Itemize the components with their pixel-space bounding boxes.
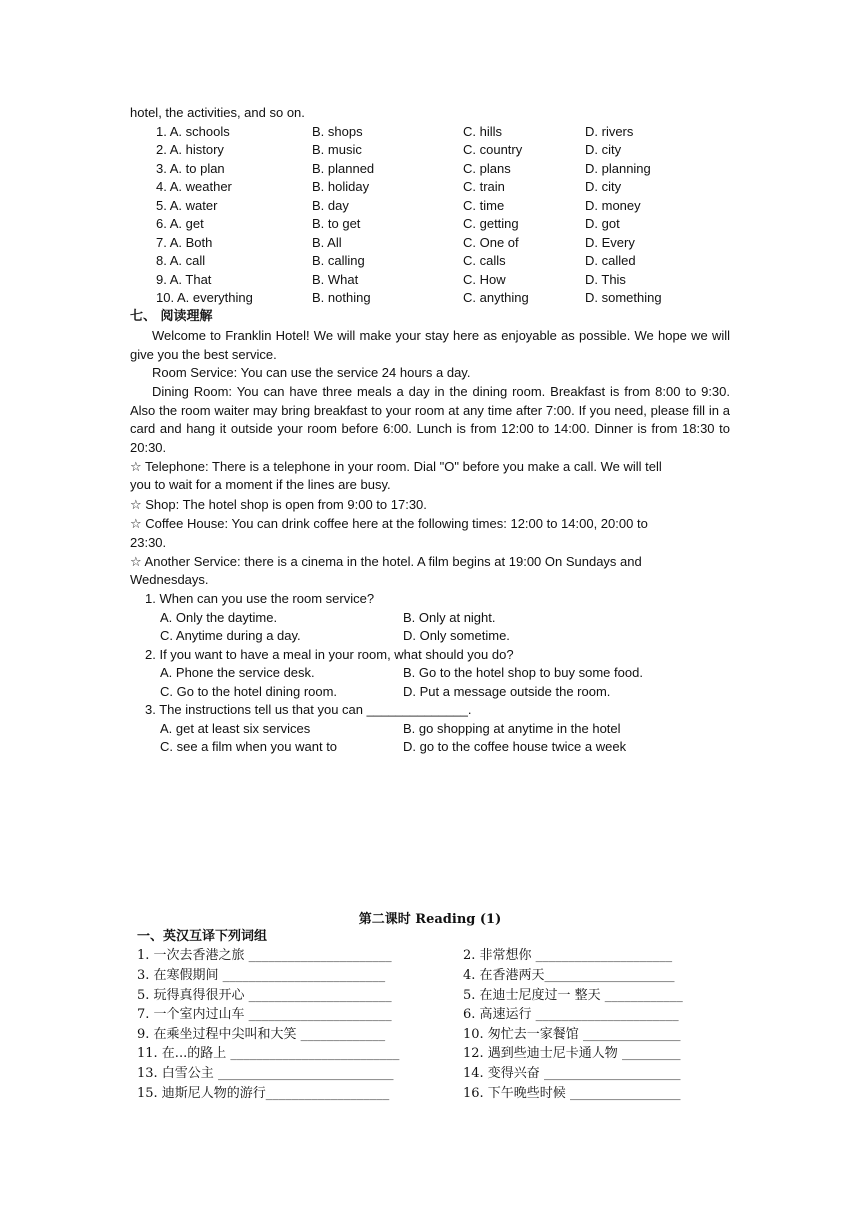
bullet-shop: ☆ Shop: The hotel shop is open from 9:00 to 17:30.	[130, 497, 427, 512]
option-b: B. nothing	[312, 290, 371, 305]
option-b: B. holiday	[312, 179, 370, 194]
option-a: 6. A. get	[156, 216, 204, 231]
question-3-option-b: B. go shopping at anytime in the hotel	[403, 721, 621, 736]
bullet-coffee-house-cont: 23:30.	[130, 535, 167, 550]
option-d: D. called	[585, 253, 636, 268]
vocab-item: 1. 一次去香港之旅 ______________________	[137, 948, 392, 963]
question-2-option-c: C. Go to the hotel dining room.	[160, 684, 338, 699]
option-c: C. plans	[463, 161, 511, 176]
vocab-item: 13. 白雪公主 ___________________________	[137, 1066, 394, 1081]
paragraph-welcome: Welcome to Franklin Hotel! We will make your stay here as enjoyable as possible. We hope we will give you the best service.	[130, 328, 730, 362]
vocab-item: 5. 玩得真得很开心 ______________________	[137, 988, 392, 1003]
vocab-item: 7. 一个室内过山车 ______________________	[137, 1007, 392, 1022]
option-c: C. How	[463, 272, 506, 287]
option-d: D. city	[585, 179, 622, 194]
option-b: B. All	[312, 235, 342, 250]
option-c: C. getting	[463, 216, 519, 231]
option-d: D. money	[585, 198, 641, 213]
bullet-telephone-cont: you to wait for a moment if the lines are busy.	[130, 477, 391, 492]
option-d: D. This	[585, 272, 626, 287]
option-c: C. calls	[463, 253, 506, 268]
option-a: 5. A. water	[156, 198, 218, 213]
option-a: 3. A. to plan	[156, 161, 225, 176]
option-d: D. planning	[585, 161, 651, 176]
section-heading: 七、 阅读理解	[130, 309, 213, 324]
option-c: C. anything	[463, 290, 529, 305]
option-a: 9. A. That	[156, 272, 212, 287]
bullet-another-service-cont: Wednesdays.	[130, 572, 209, 587]
question-1-option-b: B. Only at night.	[403, 610, 496, 625]
question-1-option-c: C. Anytime during a day.	[160, 628, 301, 643]
option-b: B. day	[312, 198, 349, 213]
paragraph-dining-room: Dining Room: You can have three meals a day in the dining room. Breakfast is from 8:00 to 9:30. Also the room waiter may bring breakfast to your room at any time after 7:00. If you need, please fill in a card and hang it outside your room before 6:00. Lunch is from 12:00 to 14:00. Dinner is from 18:30 to 20:30.	[130, 384, 730, 455]
question-3-option-a: A. get at least six services	[160, 721, 311, 736]
option-c: C. train	[463, 179, 505, 194]
option-c: C. hills	[463, 124, 503, 139]
intro-tail: hotel, the activities, and so on.	[130, 105, 305, 120]
option-a: 4. A. weather	[156, 179, 232, 194]
question-1-option-a: A. Only the daytime.	[160, 610, 278, 625]
option-c: C. time	[463, 198, 505, 213]
option-d: D. got	[585, 216, 620, 231]
paragraph-room-service: Room Service: You can use the service 24 hours a day.	[152, 365, 471, 380]
option-d: D. city	[585, 142, 622, 157]
option-b: B. What	[312, 272, 359, 287]
option-b: B. shops	[312, 124, 363, 139]
option-d: D. something	[585, 290, 662, 305]
option-b: B. to get	[312, 216, 361, 231]
question-2-option-b: B. Go to the hotel shop to buy some food.	[403, 665, 643, 680]
option-a: 10. A. everything	[156, 290, 253, 305]
bullet-telephone: ☆ Telephone: There is a telephone in your room. Dial "O" before you make a call. We will tell	[130, 459, 662, 474]
question-1-option-d: D. Only sometime.	[403, 628, 510, 643]
bullet-another-service: ☆ Another Service: there is a cinema in the hotel. A film begins at 19:00 On Sundays and	[130, 554, 642, 569]
bullet-coffee-house: ☆ Coffee House: You can drink coffee here at the following times: 12:00 to 14:00, 20:00 to	[130, 516, 648, 531]
vocab-item: 12. 遇到些迪士尼卡通人物 _________	[463, 1046, 681, 1061]
option-a: 8. A. call	[156, 253, 206, 268]
vocab-item: 15. 迪斯尼人物的游行___________________	[137, 1086, 390, 1101]
vocab-item: 3. 在寒假期间 _________________________	[137, 968, 386, 983]
option-a: 2. A. history	[156, 142, 224, 157]
question-2: 2. If you want to have a meal in your room, what should you do?	[145, 647, 514, 662]
option-a: 7. A. Both	[156, 235, 213, 250]
vocab-item: 5. 在迪士尼度过一 整天 ____________	[463, 988, 683, 1003]
question-3-option-c: C. see a film when you want to	[160, 739, 338, 754]
option-d: D. rivers	[585, 124, 634, 139]
vocab-item: 14. 变得兴奋 _____________________	[463, 1066, 681, 1081]
vocab-item: 16. 下午晚些时候 _________________	[463, 1086, 681, 1101]
question-3-option-d: D. go to the coffee house twice a week	[403, 739, 627, 754]
option-b: B. music	[312, 142, 362, 157]
question-2-option-d: D. Put a message outside the room.	[403, 684, 611, 699]
vocab-item: 10. 匆忙去一家餐馆 _______________	[463, 1027, 681, 1042]
option-c: C. country	[463, 142, 523, 157]
vocab-heading: 一、英汉互译下列词组	[137, 929, 268, 944]
question-3: 3. The instructions tell us that you can ______________.	[145, 702, 472, 717]
vocab-item: 4. 在香港两天____________________	[463, 968, 675, 983]
vocab-item: 6. 高速运行 ______________________	[463, 1007, 679, 1022]
option-b: B. planned	[312, 161, 375, 176]
vocab-item: 9. 在乘坐过程中尖叫和大笑 _____________	[137, 1027, 386, 1042]
option-d: D. Every	[585, 235, 635, 250]
question-1: 1. When can you use the room service?	[145, 591, 375, 606]
lesson-title: 第二课时 Reading (1)	[358, 912, 502, 927]
question-2-option-a: A. Phone the service desk.	[160, 665, 315, 680]
vocab-item: 11. 在...的路上 __________________________	[137, 1046, 400, 1061]
vocab-item: 2. 非常想你 _____________________	[463, 948, 673, 963]
option-a: 1. A. schools	[156, 124, 230, 139]
option-b: B. calling	[312, 253, 365, 268]
option-c: C. One of	[463, 235, 519, 250]
